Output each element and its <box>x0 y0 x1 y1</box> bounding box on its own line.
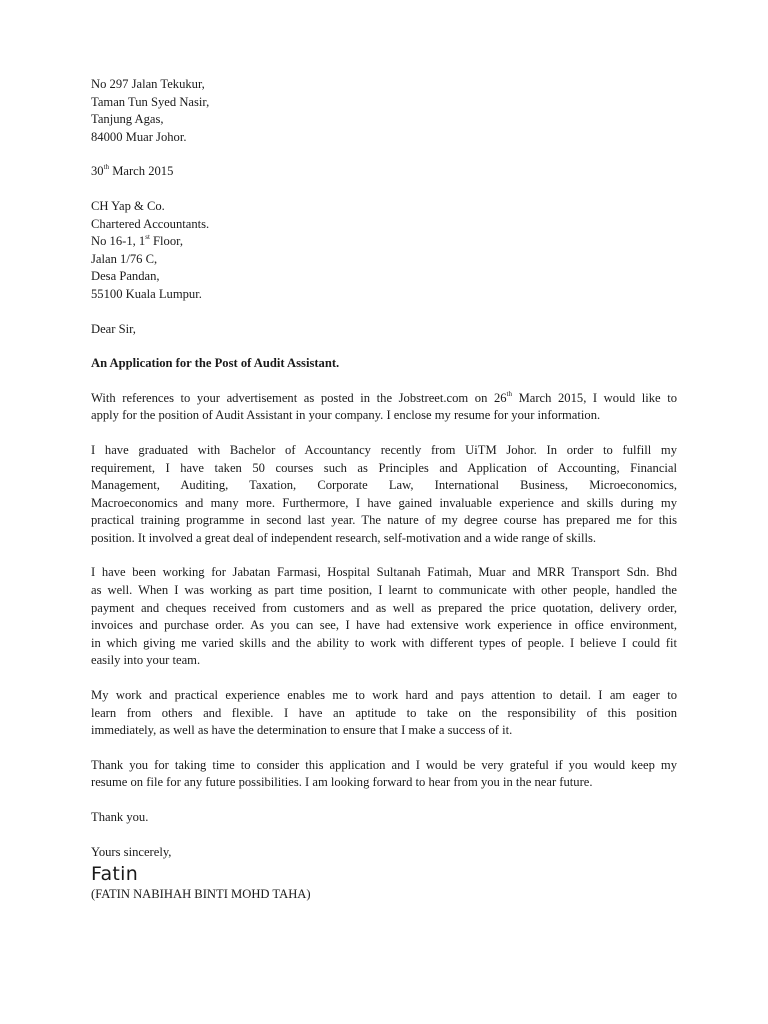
paragraph-line: as well. When I was working as part time position, I learnt to communicate with other people, handled the <box>91 583 677 598</box>
paragraph-1 <box>91 390 677 425</box>
paragraph-line: payment and cheques received from customers and as well as prepared the price quotation, delivery order, <box>91 600 677 615</box>
paragraph-3 <box>91 564 677 670</box>
paragraph-2 <box>91 442 677 548</box>
paragraph-5 <box>91 757 677 792</box>
sender-address-line: 84000 Muar Johor. <box>91 129 187 144</box>
paragraph-line: I have been working for Jabatan Farmasi, Hospital Sultanah Fatimah, Muar and MRR Transport Sdn. Bhd <box>91 565 677 580</box>
paragraph-text: With references to your advertisement as posted in the Jobstreet.com on 26 <box>91 390 507 405</box>
paragraph-line: easily into your team. <box>91 653 201 668</box>
paragraph-line: in which giving me varied skills and the ability to work with different types of people. I believe I could fit <box>91 635 677 650</box>
paragraph-line: resume on file for any future possibilities. I am looking forward to hear from you in the near future. <box>91 775 593 790</box>
salutation: Dear Sir, <box>91 321 136 336</box>
recipient-unit: No 16-1, 1 <box>91 234 146 249</box>
letter-date <box>91 163 677 181</box>
thank-you-line: Thank you. <box>91 810 149 824</box>
date-month-year: March 2015 <box>109 164 174 179</box>
recipient-address <box>91 198 677 304</box>
full-name: (FATIN NABIHAH BINTI MOHD TAHA) <box>91 887 311 902</box>
paragraph-line: position. It involved a great deal of independent research, self-motivation and a wide range of skills. <box>91 530 596 545</box>
paragraph-4 <box>91 687 677 740</box>
signature: Fatin <box>91 863 139 886</box>
paragraph-line <box>91 390 677 408</box>
paragraph-line: invoices and purchase order. As you can see, I have had extensive work experience in office environment, <box>91 618 677 633</box>
paragraph-line: Management, Auditing, Taxation, Corporate Law, International Business, Microeconomics, <box>91 478 677 493</box>
recipient-floor: Floor, <box>149 234 183 249</box>
paragraph-line: apply for the position of Audit Assistant in your company. I enclose my resume for your information. <box>91 408 601 423</box>
recipient-line: Chartered Accountants. <box>91 216 210 231</box>
date-day-suffix: th <box>103 163 110 172</box>
paragraph-line: Macroeconomics and many more. Furthermore, I have gained invaluable experience and skills during my <box>91 495 677 510</box>
paragraph-line: requirement, I have taken 50 courses such as Principles and Application of Accounting, Financial <box>91 460 677 475</box>
sender-address-line: Taman Tun Syed Nasir, <box>91 94 210 109</box>
letter-page <box>91 76 677 904</box>
recipient-floor-suffix: st <box>145 232 150 241</box>
paragraph-line: I have graduated with Bachelor of Accountancy recently from UiTM Johor. In order to fulfill my <box>91 442 677 457</box>
paragraph-text: March 2015, I would like to <box>512 390 677 405</box>
paragraph-line: immediately, as well as have the determination to ensure that I make a success of it. <box>91 723 513 738</box>
paragraph-line: learn from others and flexible. I have an aptitude to take on the responsibility of this position <box>91 705 677 720</box>
date-suffix: th <box>506 389 512 398</box>
sender-address-line: No 297 Jalan Tekukur, <box>91 77 205 91</box>
recipient-name: CH Yap & Co. <box>91 198 165 213</box>
sender-address-line: Tanjung Agas, <box>91 112 164 127</box>
recipient-line: Desa Pandan, <box>91 269 160 284</box>
paragraph-line: Thank you for taking time to consider this application and I would be very grateful if you would keep my <box>91 757 677 772</box>
recipient-line <box>91 233 677 251</box>
closing: Yours sincerely, <box>91 844 172 859</box>
paragraph-line: practical training programme in second last year. The nature of my degree course has prepared me for this <box>91 513 677 528</box>
recipient-line: Jalan 1/76 C, <box>91 251 158 266</box>
recipient-line: 55100 Kuala Lumpur. <box>91 286 202 301</box>
paragraph-line: My work and practical experience enables me to work hard and pays attention to detail. I am eager to <box>91 688 677 703</box>
letter-subject: An Application for the Post of Audit Assistant. <box>91 356 340 371</box>
date-day: 30 <box>91 164 104 179</box>
sender-address <box>91 76 677 146</box>
